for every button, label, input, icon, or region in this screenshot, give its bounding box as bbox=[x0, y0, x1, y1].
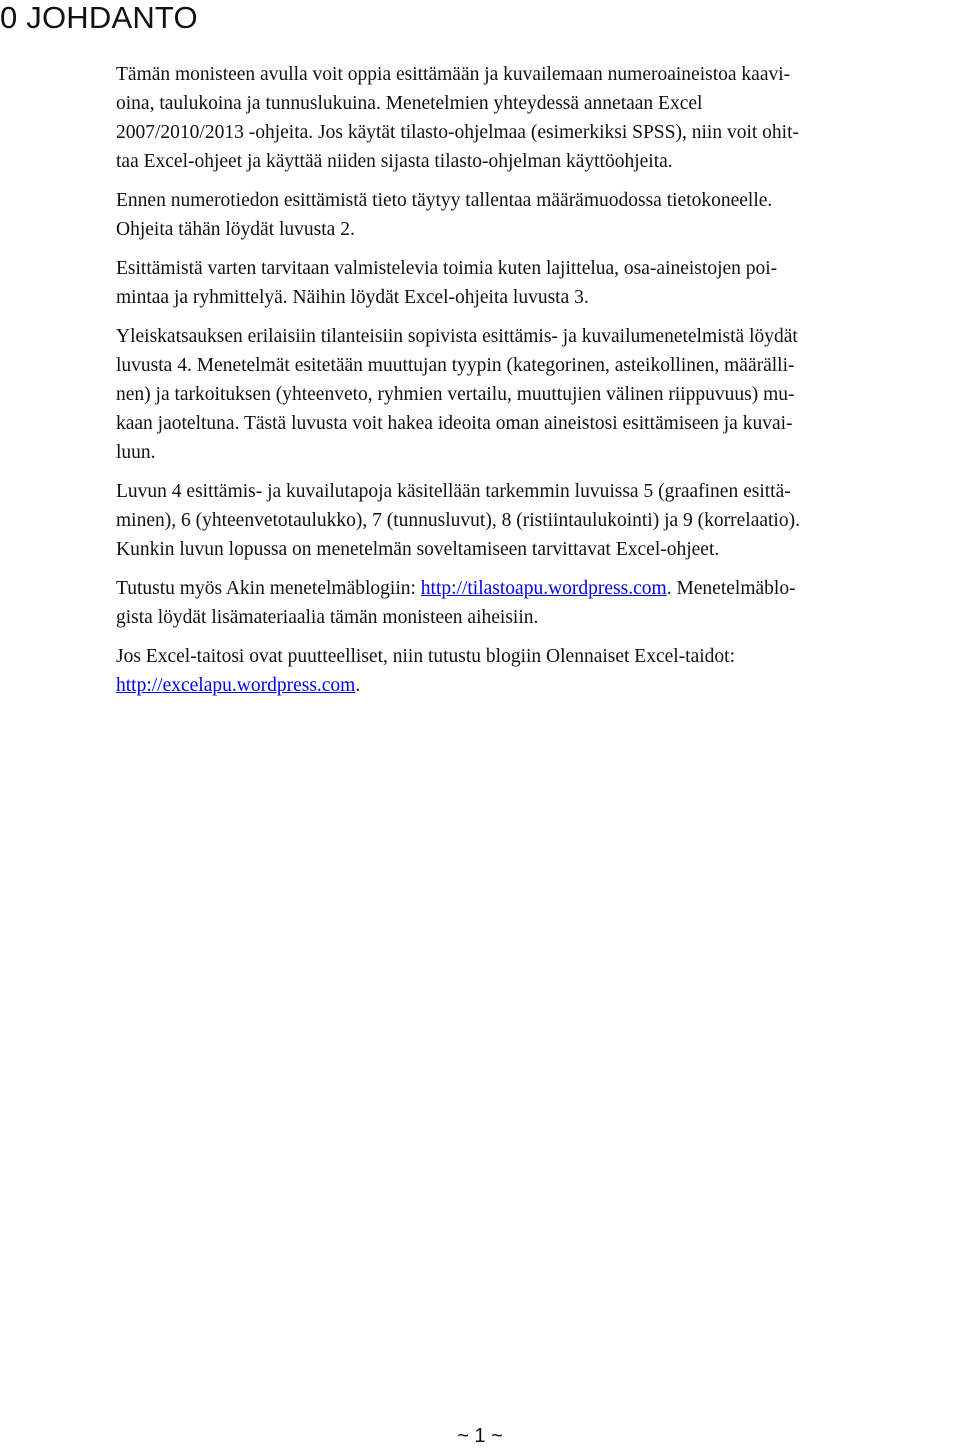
text-segment: . Menetelmäblo- bbox=[666, 578, 796, 599]
paragraph-line: Esittämistä varten tarvitaan valmistelevia toimia kuten lajittelua, osa-aineistojen poi- bbox=[116, 258, 778, 279]
paragraph-line: Kunkin luvun lopussa on menetelmän soveltamiseen tarvittavat Excel-ohjeet. bbox=[116, 539, 720, 560]
paragraph-line: mintaa ja ryhmittelyä. Näihin löydät Excel-ohjeita luvusta 3. bbox=[116, 287, 589, 308]
paragraph-line: Luvun 4 esittämis- ja kuvailutapoja käsitellään tarkemmin luvuissa 5 (graafinen esittä- bbox=[116, 481, 791, 502]
paragraph-line: kaan jaoteltuna. Tästä luvusta voit hakea ideoita oman aineistosi esittämiseen ja kuvai- bbox=[116, 413, 793, 434]
paragraph-line: nen) ja tarkoituksen (yhteenveto, ryhmien vertailu, muuttujien välinen riippuvuus) mu- bbox=[116, 384, 795, 405]
page-title: 0 JOHDANTO bbox=[0, 0, 198, 35]
paragraph-line: taa Excel-ohjeet ja käyttää niiden sijasta tilasto-ohjelman käyttöohjeita. bbox=[116, 151, 673, 172]
paragraph-data-entry bbox=[116, 186, 960, 244]
paragraph-line bbox=[116, 671, 960, 700]
excelapu-link[interactable]: http://excelapu.wordpress.com bbox=[116, 675, 356, 696]
paragraph-line: Yleiskatsauksen erilaisiin tilanteisiin sopivista esittämis- ja kuvailumenetelmistä löydät bbox=[116, 326, 798, 347]
paragraph-line: Tämän monisteen avulla voit oppia esittämään ja kuvailemaan numeroaineistoa kaavi- bbox=[116, 64, 791, 85]
paragraph-line: Ennen numerotiedon esittämistä tieto täytyy tallentaa määrämuodossa tietokoneelle. bbox=[116, 190, 773, 211]
paragraph-line: Ohjeita tähän löydät luvusta 2. bbox=[116, 219, 355, 240]
paragraph-excel-blog bbox=[116, 642, 960, 700]
paragraph-line: minen), 6 (yhteenvetotaulukko), 7 (tunnusluvut), 8 (ristiintaulukointi) ja 9 (korrelaatio). bbox=[116, 510, 800, 531]
paragraph-line: Jos Excel-taitosi ovat puutteelliset, niin tutustu blogiin Olennaiset Excel-taidot: bbox=[116, 646, 736, 667]
page-number: ~ 1 ~ bbox=[457, 1425, 503, 1447]
paragraph-chapters bbox=[116, 477, 960, 564]
paragraph-line: luun. bbox=[116, 442, 156, 463]
text-segment: . bbox=[355, 675, 361, 696]
paragraph-line bbox=[116, 574, 960, 603]
tilastoapu-link[interactable]: http://tilastoapu.wordpress.com bbox=[420, 578, 667, 599]
text-segment: Tutustu myös Akin menetelmäblogiin: bbox=[116, 578, 421, 599]
paragraph-overview bbox=[116, 322, 960, 467]
paragraph-intro bbox=[116, 60, 960, 176]
paragraph-line: oina, taulukoina ja tunnuslukuina. Menetelmien yhteydessä annetaan Excel bbox=[116, 93, 703, 114]
document-body bbox=[116, 60, 960, 710]
paragraph-method-blog bbox=[116, 574, 960, 632]
paragraph-line: 2007/2010/2013 -ohjeita. Jos käytät tilasto-ohjelmaa (esimerkiksi SPSS), niin voit ohit- bbox=[116, 122, 799, 143]
paragraph-line: luvusta 4. Menetelmät esitetään muuttujan tyypin (kategorinen, asteikollinen, määrälli- bbox=[116, 355, 795, 376]
paragraph-line: gista löydät lisämateriaalia tämän monisteen aiheisiin. bbox=[116, 607, 539, 628]
paragraph-preparation bbox=[116, 254, 960, 312]
